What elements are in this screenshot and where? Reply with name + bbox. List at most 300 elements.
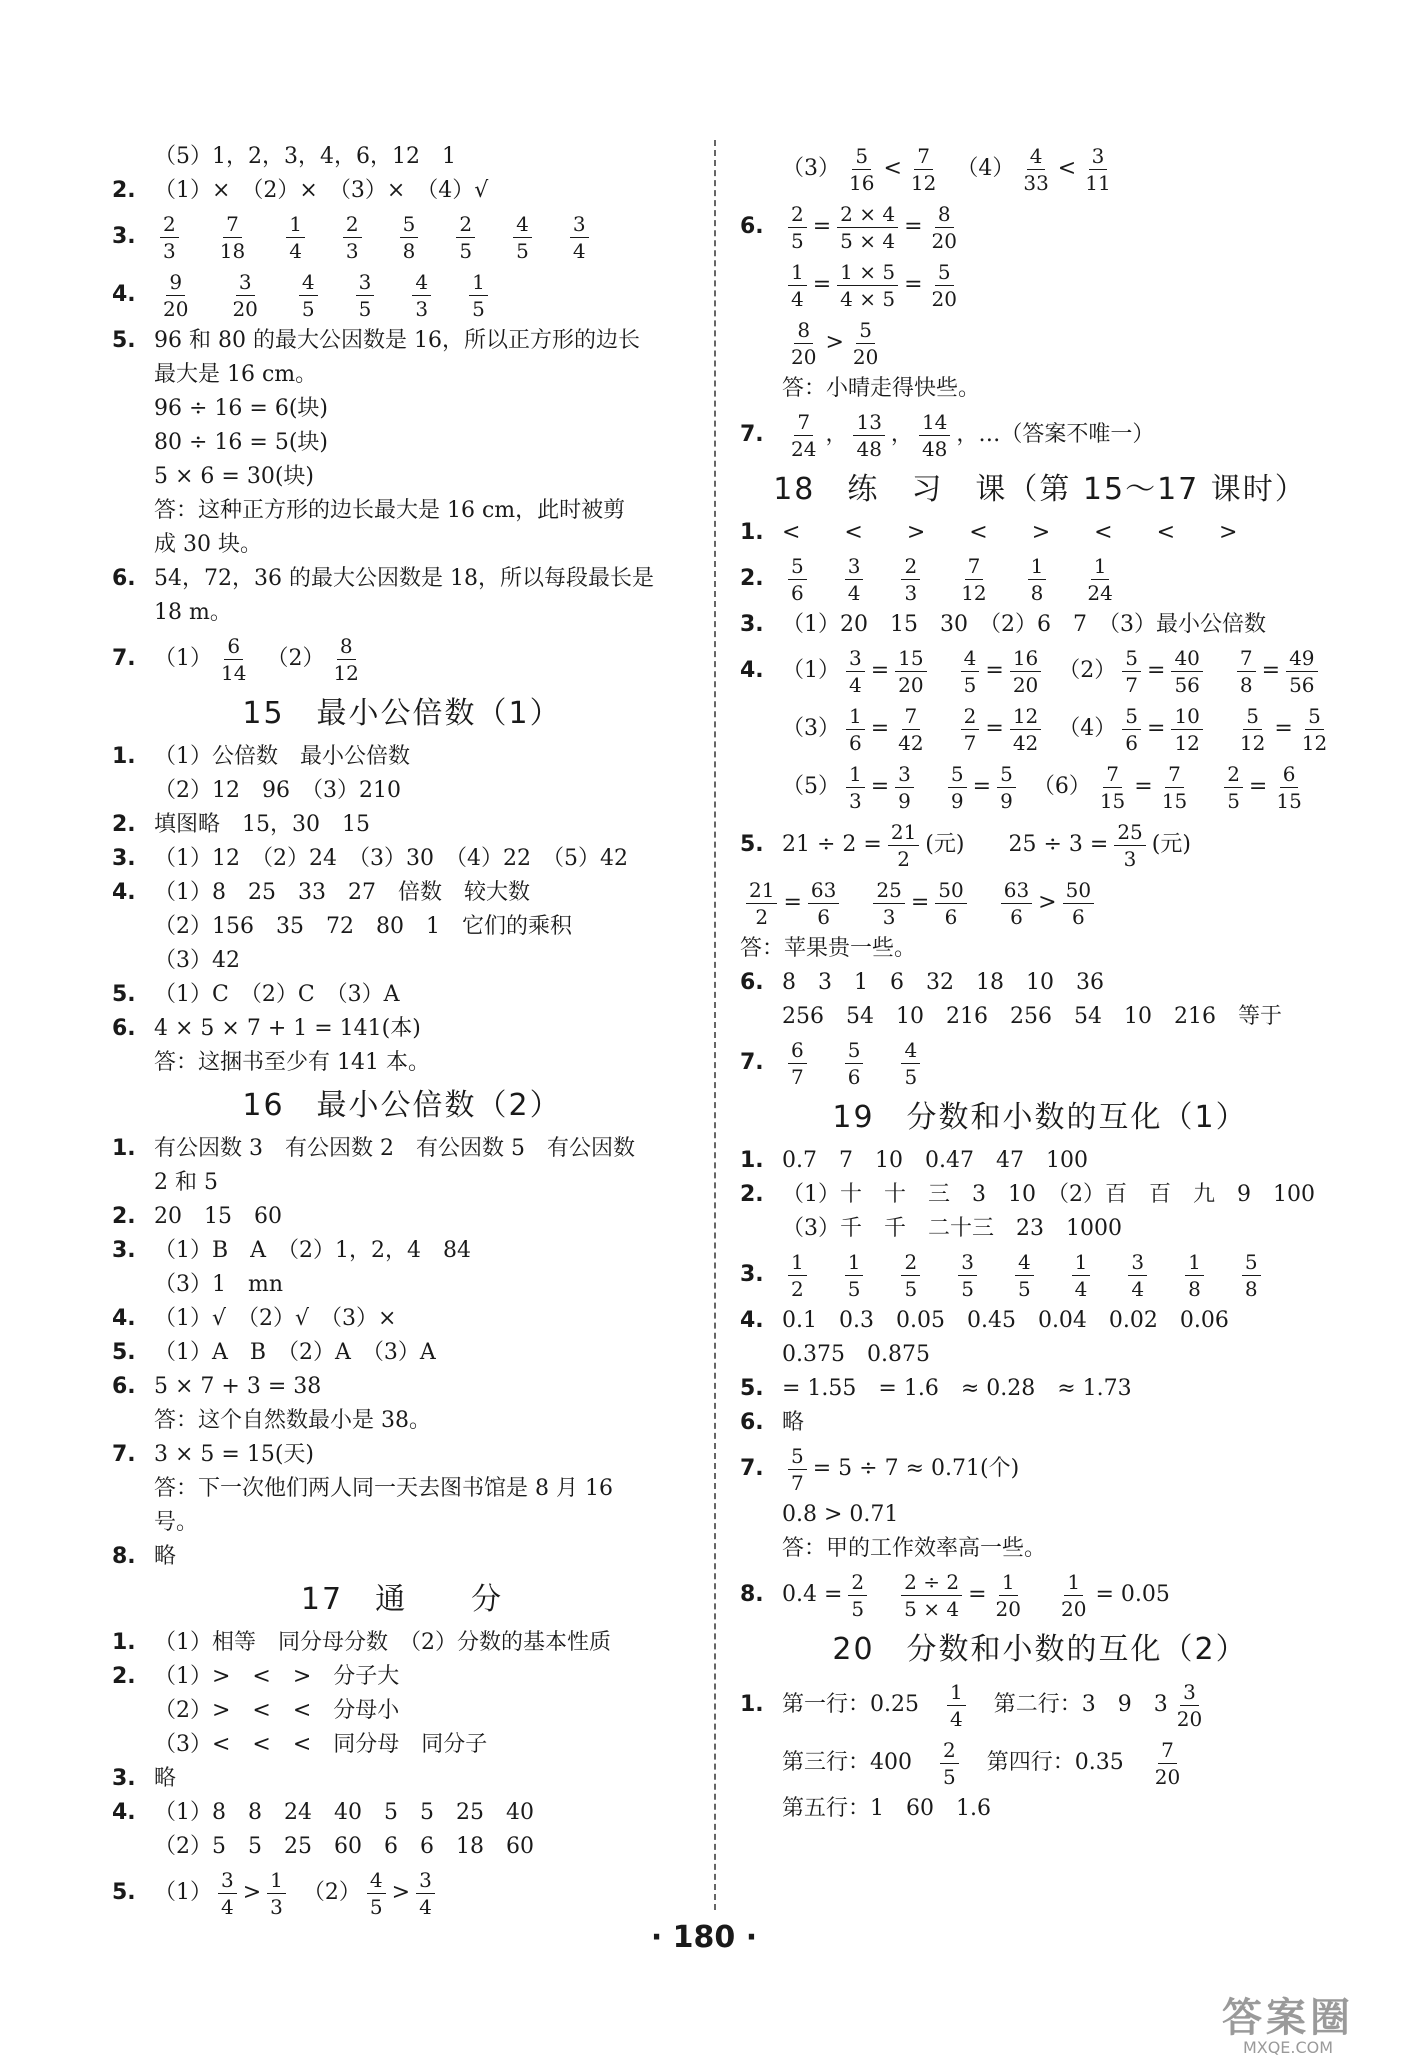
- fraction: [788, 201, 807, 254]
- numerator: 12: [1010, 703, 1041, 730]
- numerator: 3: [845, 553, 864, 580]
- numerator: 9: [166, 269, 185, 296]
- fraction: [901, 553, 920, 606]
- question-number: 5.: [112, 982, 136, 1007]
- denominator: 9: [898, 788, 911, 813]
- answer-text: <: [883, 156, 902, 181]
- denominator: 3: [904, 580, 918, 605]
- fraction: [1097, 761, 1128, 814]
- numerator: 7: [1237, 645, 1256, 672]
- answer-line: [112, 1506, 692, 1540]
- question-number: 3.: [112, 1238, 136, 1263]
- answer-text: [933, 658, 955, 683]
- numerator: 4: [901, 1037, 920, 1064]
- answer-text: [1030, 1582, 1052, 1607]
- fraction: [808, 877, 839, 930]
- numerator: 6: [788, 1037, 807, 1064]
- numerator: 16: [1010, 645, 1041, 672]
- denominator: 3: [849, 788, 862, 813]
- answer-line: [112, 944, 692, 978]
- answer-line: [112, 1762, 692, 1796]
- denominator: 7: [1125, 672, 1138, 697]
- numerator: 7: [965, 553, 984, 580]
- numerator: 7: [794, 409, 813, 436]
- denominator: 6: [849, 730, 862, 755]
- column-divider: [714, 140, 716, 1910]
- denominator: 15: [1161, 788, 1188, 813]
- numerator: 4: [299, 269, 318, 296]
- fraction: [469, 269, 488, 322]
- answer-line: [740, 1212, 1340, 1246]
- answer-text: 答：这种正方形的边长最大是 16 cm，此时被剪: [154, 498, 626, 523]
- answer-text: 5 × 7 + 3 = 38: [154, 1374, 322, 1399]
- question-number: 6.: [740, 214, 764, 239]
- fraction: [846, 143, 877, 196]
- answer-text: =: [1147, 658, 1166, 683]
- fraction: [846, 703, 865, 756]
- numerator: 50: [1063, 877, 1094, 904]
- numerator: 49: [1286, 645, 1317, 672]
- answer-text: =: [812, 272, 832, 297]
- numerator: 6: [1280, 761, 1299, 788]
- question-number: 8.: [112, 1544, 136, 1569]
- answer-text: =: [985, 716, 1004, 741]
- answer-text: 答：这捆书至少有 141 本。: [154, 1050, 430, 1075]
- answer-text: 填图略 15，30 15: [154, 812, 370, 837]
- denominator: 5: [961, 1276, 974, 1301]
- answer-text: （1）相等 同分母分数 （2）分数的基本性质: [154, 1630, 611, 1655]
- fraction: [958, 1249, 977, 1302]
- answer-line: [740, 1304, 1340, 1338]
- numerator: 63: [1001, 877, 1032, 904]
- numerator: 7: [902, 703, 921, 730]
- question-number: 3.: [112, 224, 136, 249]
- fraction: [330, 633, 361, 686]
- numerator: 2: [788, 201, 807, 228]
- answer-line: [740, 1372, 1340, 1406]
- answer-line: [740, 758, 1340, 816]
- fraction: [1082, 143, 1113, 196]
- denominator: 20: [852, 344, 879, 369]
- answer-line: [740, 1246, 1340, 1304]
- fraction: [901, 1037, 920, 1090]
- fraction: [1171, 703, 1202, 756]
- fraction: [217, 211, 248, 264]
- numerator: 1: [845, 1249, 864, 1276]
- answer-line: [112, 1046, 692, 1080]
- denominator: 5: [358, 296, 372, 321]
- answer-text: =: [1274, 716, 1293, 741]
- answer-line: [740, 1566, 1340, 1624]
- fraction: [850, 317, 881, 370]
- denominator: 7: [963, 730, 977, 755]
- answer-line: [740, 874, 1340, 932]
- answer-line: [112, 1404, 692, 1438]
- answer-text: [873, 1582, 895, 1607]
- answer-text: （1）C （2）C （3）A: [154, 982, 400, 1007]
- numerator: 2: [848, 1569, 867, 1596]
- answer-line: [112, 562, 692, 596]
- answer-text: 256 54 10 216 256 54 10 216 等于: [782, 1004, 1282, 1029]
- answer-line: [740, 1676, 1340, 1734]
- denominator: 4: [849, 672, 862, 697]
- fraction: [947, 1679, 966, 1732]
- numerator: 3: [1089, 143, 1108, 170]
- fraction: [958, 553, 989, 606]
- denominator: 4: [221, 1894, 234, 1919]
- answer-text: 略: [782, 1410, 805, 1435]
- answer-text: =: [1248, 774, 1268, 799]
- fraction: [1063, 877, 1094, 930]
- denominator: 5: [943, 1764, 956, 1789]
- question-number: 7.: [112, 646, 136, 671]
- denominator: 3: [345, 238, 359, 263]
- numerator: 4: [367, 1867, 386, 1894]
- question-number: 8.: [740, 1582, 764, 1607]
- numerator: 5: [852, 143, 871, 170]
- numerator: 5: [948, 761, 967, 788]
- answer-line: [740, 932, 1340, 966]
- fraction: [788, 1249, 807, 1302]
- watermark-url: MXQE.COM: [1242, 2038, 1334, 2057]
- fraction: [1242, 1249, 1261, 1302]
- denominator: 2: [791, 1276, 804, 1301]
- fraction: [218, 1867, 237, 1920]
- denominator: 5: [472, 296, 485, 321]
- answer-text: (元) 25 ÷ 3 =: [925, 832, 1109, 857]
- answer-line: [112, 978, 692, 1012]
- question-number: 4.: [740, 658, 764, 683]
- fraction: [845, 553, 864, 606]
- denominator: 5: [369, 1894, 383, 1919]
- numerator: 1: [999, 1569, 1018, 1596]
- denominator: 20: [1061, 1596, 1087, 1621]
- denominator: 14: [221, 660, 247, 685]
- denominator: 6: [944, 904, 958, 929]
- fraction: [901, 1249, 920, 1302]
- answer-text: （1）B A （2）1，2，4 84: [154, 1238, 472, 1263]
- denominator: 6: [1010, 904, 1023, 929]
- answer-text: 略: [154, 1544, 177, 1569]
- answer-text: =: [1147, 716, 1166, 741]
- question-number: 1.: [112, 1136, 136, 1161]
- numerator: 1: [846, 761, 865, 788]
- answer-line: [740, 1178, 1340, 1212]
- denominator: 56: [1289, 672, 1315, 697]
- numerator: 4: [1015, 1249, 1034, 1276]
- numerator: 2: [160, 211, 179, 238]
- answer-text: （1）: [154, 1880, 212, 1905]
- answer-text: 答：这个自然数最小是 38。: [154, 1408, 431, 1433]
- answer-text: （1）20 15 30 （2）6 7 （3）最小公倍数: [782, 612, 1266, 637]
- denominator: 5: [904, 1276, 918, 1301]
- fraction: [218, 633, 249, 686]
- fraction: [929, 259, 960, 312]
- fraction: [1286, 645, 1317, 698]
- numerator: 3: [1180, 1679, 1199, 1706]
- denominator: 56: [1174, 672, 1200, 697]
- answer-text: 96 和 80 的最大公因数是 16，所以正方形的边长: [154, 328, 640, 353]
- numerator: 5: [788, 553, 807, 580]
- answer-text: （1）√ （2）√ （3）×: [154, 1306, 397, 1331]
- answer-text: （1）A B （2）A （3）A: [154, 1340, 436, 1365]
- answer-text: （3）: [782, 156, 840, 181]
- question-number: 7.: [740, 1456, 764, 1481]
- question-number: 7.: [112, 1442, 136, 1467]
- answer-text: >: [1038, 890, 1057, 915]
- denominator: 9: [1000, 788, 1013, 813]
- numerator: 1: [469, 269, 488, 296]
- fraction: [1185, 1249, 1204, 1302]
- fraction: [400, 211, 419, 264]
- answer-line: [112, 1200, 692, 1234]
- numerator: 5: [845, 1037, 864, 1064]
- answer-text: 最大是 16 cm。: [154, 362, 318, 387]
- question-number: 5.: [740, 1376, 764, 1401]
- answer-text: （6）: [1021, 774, 1091, 799]
- fraction: [1122, 703, 1141, 756]
- denominator: 12: [1301, 730, 1328, 755]
- answer-text: 8 3 1 6 32 18 10 36: [782, 970, 1104, 995]
- answer-text: [933, 716, 955, 741]
- numerator: 7: [1103, 761, 1122, 788]
- denominator: 3: [415, 296, 429, 321]
- fraction: [412, 269, 431, 322]
- denominator: 33: [1023, 170, 1049, 195]
- section-heading: 15 最小公倍数（1）: [242, 696, 562, 731]
- fraction: [888, 819, 919, 872]
- answer-line: [112, 1694, 692, 1728]
- denominator: 20: [898, 672, 924, 697]
- answer-text: 2 和 5: [154, 1170, 218, 1195]
- denominator: 18: [219, 238, 246, 263]
- answer-text: 第三行：400: [782, 1750, 934, 1775]
- answer-text: 答：苹果贵一些。: [740, 936, 917, 961]
- numerator: 1: [1072, 1249, 1091, 1276]
- numerator: 2: [901, 553, 920, 580]
- question-number: 6.: [112, 1016, 136, 1041]
- answer-text: （4）: [1047, 716, 1117, 741]
- answer-text: 有公因数 3 有公因数 2 有公因数 5 有公因数: [154, 1136, 635, 1161]
- answer-text: =: [1261, 658, 1281, 683]
- question-number: 2.: [740, 1182, 764, 1207]
- numerator: 7: [1165, 761, 1184, 788]
- fraction: [788, 409, 819, 462]
- fraction: [948, 761, 967, 814]
- fraction: [456, 211, 475, 264]
- answer-line: [112, 842, 692, 876]
- fraction: [845, 1037, 864, 1090]
- fraction: [935, 877, 966, 930]
- numerator: 21: [746, 877, 777, 904]
- question-number: 4.: [740, 1308, 764, 1333]
- answer-text: [845, 890, 867, 915]
- answer-text: （1）× （2）× （3）× （4）√: [154, 178, 489, 203]
- denominator: 48: [921, 436, 948, 461]
- answer-line: [740, 642, 1340, 700]
- answer-text: 答：甲的工作效率高一些。: [782, 1536, 1047, 1561]
- fraction: [837, 259, 898, 312]
- fraction: [1237, 703, 1268, 756]
- answer-line: [112, 1540, 692, 1574]
- answer-text: =: [968, 1582, 987, 1607]
- answer-line: [740, 1000, 1340, 1034]
- answer-text: =: [812, 214, 832, 239]
- answer-text: =: [904, 272, 923, 297]
- answer-line: [112, 1626, 692, 1660]
- fraction: [901, 1569, 962, 1622]
- answer-line: [112, 1370, 692, 1404]
- denominator: 7: [791, 1064, 804, 1089]
- fraction: [343, 211, 362, 264]
- answer-text: 0.375 0.875: [782, 1342, 930, 1367]
- answer-text: （5）: [782, 774, 840, 799]
- denominator: 6: [817, 904, 830, 929]
- denominator: 4: [791, 286, 804, 311]
- denominator: 6: [847, 1064, 861, 1089]
- denominator: 24: [1087, 580, 1113, 605]
- answer-text: 号。: [154, 1510, 199, 1535]
- answer-line: [740, 1532, 1340, 1566]
- answer-text: <: [1057, 156, 1077, 181]
- denominator: 11: [1085, 170, 1111, 195]
- question-number: 2.: [112, 812, 136, 837]
- denominator: 8: [1030, 580, 1044, 605]
- fraction: [1224, 761, 1243, 814]
- numerator: 1: [1028, 553, 1047, 580]
- section-heading: 19 分数和小数的互化（1）: [832, 1100, 1248, 1135]
- answer-line: [112, 358, 692, 392]
- section-heading: 18 练 习 课（第 15～17 课时）: [773, 472, 1307, 507]
- answer-line: [740, 966, 1340, 1000]
- watermark-logo: [1208, 1997, 1368, 2057]
- numerator: 3: [218, 1867, 237, 1894]
- numerator: 1: [1064, 1569, 1083, 1596]
- denominator: 12: [961, 580, 987, 605]
- numerator: 4: [412, 269, 431, 296]
- answer-line: [112, 1796, 692, 1830]
- answer-text: =: [783, 890, 802, 915]
- fraction: [1152, 1737, 1183, 1790]
- answer-text: 成 30 块。: [154, 532, 262, 557]
- answer-line: [740, 1034, 1340, 1092]
- answer-text: =: [972, 774, 992, 799]
- numerator: 7: [1158, 1737, 1177, 1764]
- answer-text: 第四行：0.35: [964, 1750, 1146, 1775]
- denominator: 48: [856, 436, 882, 461]
- answer-text: （2）: [1047, 658, 1117, 683]
- answer-line: [740, 1338, 1340, 1372]
- answer-line: [112, 174, 692, 208]
- answer-text: 54，72，36 的最大公因数是 18，所以每段最长是: [154, 566, 654, 591]
- fraction: [1174, 1679, 1205, 1732]
- fraction: [1114, 819, 1145, 872]
- numerator: 5: [400, 211, 419, 238]
- fraction: [229, 269, 260, 322]
- numerator: 5: [856, 317, 875, 344]
- numerator: 2: [1224, 761, 1243, 788]
- answer-text: 18 m。: [154, 600, 232, 625]
- fraction: [1015, 1249, 1034, 1302]
- denominator: 20: [791, 344, 817, 369]
- answer-text: （1）> < > 分子大: [154, 1664, 400, 1689]
- answer-text: >: [242, 1880, 262, 1905]
- numerator: 2: [456, 211, 475, 238]
- numerator: 3: [958, 1249, 977, 1276]
- answer-line: [112, 876, 692, 910]
- denominator: 20: [995, 1596, 1021, 1621]
- numerator: 21: [888, 819, 919, 846]
- answer-text: 80 ÷ 16 = 5(块): [154, 430, 328, 455]
- question-number: 6.: [740, 1410, 764, 1435]
- fraction: [1122, 645, 1141, 698]
- question-number: 1.: [740, 520, 764, 545]
- denominator: 20: [931, 286, 957, 311]
- fraction: [961, 645, 980, 698]
- fraction: [267, 1867, 286, 1920]
- question-number: 2.: [112, 178, 136, 203]
- fraction: [299, 269, 318, 322]
- fraction: [1010, 645, 1041, 698]
- fraction: [1058, 1569, 1089, 1622]
- answer-line: [112, 528, 692, 562]
- fraction: [919, 409, 950, 462]
- fraction: [788, 259, 807, 312]
- answer-text: = 1.55 = 1.6 ≈ 0.28 ≈ 1.73: [782, 1376, 1132, 1401]
- watermark-text: 答案圈: [1222, 1995, 1354, 2041]
- fraction: [788, 1443, 807, 1496]
- fraction: [837, 201, 898, 254]
- numerator: 5: [1305, 703, 1324, 730]
- denominator: 4: [1131, 1276, 1145, 1301]
- answer-line: [112, 392, 692, 426]
- fraction: [160, 211, 179, 264]
- answer-text: （3）: [782, 716, 840, 741]
- answer-text: 4 × 5 × 7 + 1 = 141(本): [154, 1016, 421, 1041]
- fraction: [895, 761, 914, 814]
- question-number: 5.: [112, 328, 136, 353]
- answer-text: [1209, 658, 1231, 683]
- section-heading: 16 最小公倍数（2）: [242, 1088, 562, 1123]
- answer-text: （2）> < < 分母小: [154, 1698, 400, 1723]
- numerator: 1: [788, 259, 807, 286]
- answer-text: [1196, 774, 1218, 799]
- numerator: 1: [788, 1249, 807, 1276]
- fraction: [286, 211, 305, 264]
- answer-line: [112, 596, 692, 630]
- denominator: 8: [402, 238, 416, 263]
- numerator: 7: [223, 211, 242, 238]
- denominator: 16: [849, 170, 875, 195]
- numerator: 25: [873, 877, 904, 904]
- denominator: 20: [232, 296, 258, 321]
- denominator: 12: [1239, 730, 1266, 755]
- numerator: 4: [961, 645, 980, 672]
- answer-text: =: [910, 890, 930, 915]
- numerator: 7: [914, 143, 933, 170]
- question-number: 4.: [112, 880, 136, 905]
- fraction: [895, 645, 926, 698]
- answer-text: ，…（答案不唯一）: [956, 422, 1155, 447]
- numerator: 1: [286, 211, 305, 238]
- numerator: 2: [940, 1737, 959, 1764]
- answer-text: =: [870, 658, 890, 683]
- denominator: 42: [898, 730, 924, 755]
- denominator: 12: [333, 660, 359, 685]
- answer-line: [740, 1734, 1340, 1792]
- numerator: 40: [1171, 645, 1202, 672]
- answer-text: 21 ÷ 2 =: [782, 832, 882, 857]
